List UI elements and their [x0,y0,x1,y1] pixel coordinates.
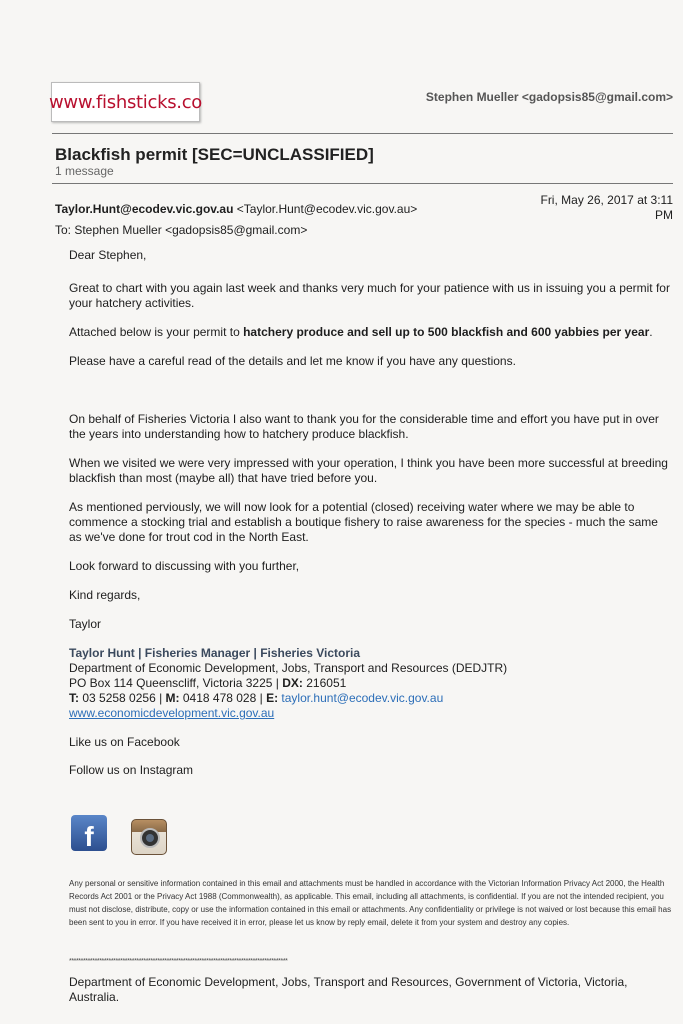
fishsticks-logo [48,82,203,122]
email-subject: Blackfish permit [SEC=UNCLASSIFIED] [55,145,374,164]
sign-off: Kind regards, [69,588,141,602]
facebook-icon[interactable]: f [71,815,107,851]
instagram-icon[interactable] [131,819,167,855]
email-body [69,248,671,778]
mobile-label: M: [165,691,180,705]
sender-full-address: <Taylor.Hunt@ecodev.vic.gov.au> [236,202,418,216]
signature-department: Department of Economic Development, Jobs, Transport and Resources (DEDJTR) [69,661,508,675]
greeting: Dear Stephen, [69,248,147,262]
message-count: 1 message [55,164,114,178]
signature-contacts [69,691,671,706]
phone-label: T: [69,691,79,705]
paragraph-read: Please have a careful read of the details and let me know if you have any questions. [69,354,516,368]
account-name: Stephen Mueller <gadopsis85@gmail.com> [425,90,673,104]
paragraph-thanks: Great to chart with you again last week and thanks very much for your patience with us in issuing you a permit for your hatchery activities. [69,281,670,310]
paragraph-closing: Look forward to discussing with you further, [69,559,300,573]
sender-address: Taylor.Hunt@ecodev.vic.gov.au [55,202,234,216]
permit-intro: Attached below is your permit to [69,325,244,339]
signature-address [69,676,671,691]
logo-text: www.fishsticks.co [48,91,203,113]
paragraph-permit [69,325,671,340]
permit-details: hatchery produce and sell up to 500 blackfish and 600 yabbies per year [243,325,650,339]
date-line-1: Fri, May 26, 2017 at 3:11 [540,193,673,207]
instagram-line: Follow us on Instagram [69,763,194,777]
dx-number: 216051 [302,676,347,690]
permit-period: . [649,325,653,339]
privacy-disclaimer: Any personal or sensitive information contained in this email and attachments must be handled in accordance with the Victorian Information Privacy Act 2000, the Health Records Act 2001 or the Privacy Act 1988 (Commonwealth), as applicable. This email, including all attachments, is confidential. If you are not the intended recipient, you must not disclose, distribute, copy or use the information contained in this email or attachments. Any confidentiality or privilege is not waived or lost because this email has been sent to you in error. If you have received it in error, please let us know by reply email, delete it from your system and destroy any copies. [69,879,672,927]
signature-email-link[interactable]: taylor.hunt@ecodev.vic.gov.au [281,691,444,705]
email-recipient: To: Stephen Mueller <gadopsis85@gmail.com> [55,223,308,237]
paragraph-behalf: On behalf of Fisheries Victoria I also want to thank you for the considerable time and effort you have put in over the years into understanding how to hatchery produce blackfish. [69,412,659,441]
paragraph-stocking: As mentioned perviously, we will now look for a potential (closed) receiving water where we may be able to commence a stocking trial and establish a boutique fishery to raise awareness for the species - much the same as we've done for trout cod in the North East. [69,500,658,544]
date-line-2: PM [655,208,673,222]
paragraph-visit: When we visited we were very impressed with your operation, I think you have been more successful at breeding blackfish than most (maybe all) that have tried before you. [69,456,668,485]
subject-divider [52,183,673,184]
phone-number: 03 5258 0256 | [79,691,166,705]
footer-department: Department of Economic Development, Jobs, Transport and Resources, Government of Victoria, Victoria, Australia. [69,975,628,1004]
website-link[interactable]: www.economicdevelopment.vic.gov.au [69,706,275,720]
email-label: E: [266,691,279,705]
header-divider [52,133,673,134]
facebook-line: Like us on Facebook [69,735,180,749]
address-text: PO Box 114 Queenscliff, Victoria 3225 | [69,676,283,690]
dx-label: DX: [282,676,303,690]
social-icons [71,815,167,855]
signature-block [69,646,671,778]
email-date [503,193,673,223]
signature-title: Taylor Hunt | Fisheries Manager | Fisheries Victoria [69,646,361,660]
mobile-number: 0418 478 028 | [179,691,267,705]
separator-stars: ********************************************************************************************** [69,958,288,965]
email-sender [55,202,417,216]
sender-first-name: Taylor [69,617,102,631]
